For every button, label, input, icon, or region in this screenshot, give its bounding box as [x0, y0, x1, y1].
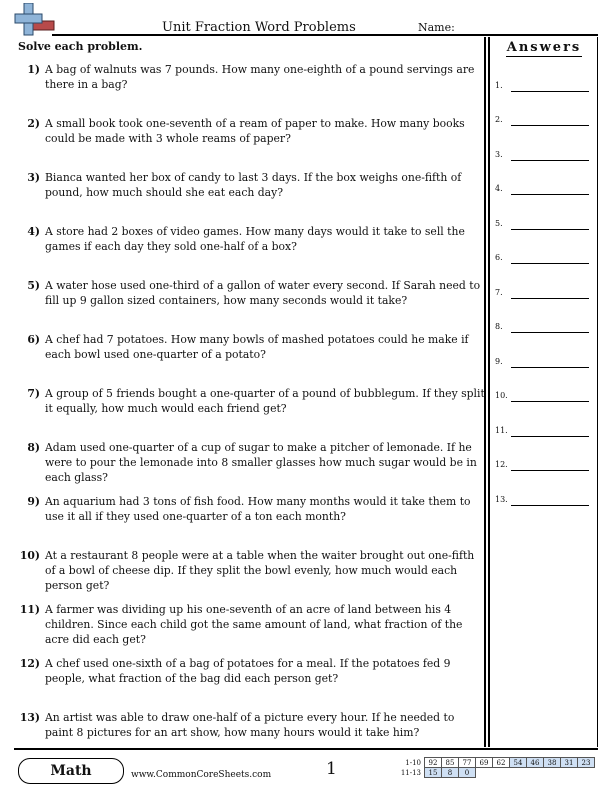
score-cell-empty — [544, 768, 561, 778]
logo — [14, 3, 56, 37]
answer-number: 3. — [495, 150, 503, 159]
answers-heading-underline — [506, 56, 582, 57]
name-label: Name: — [418, 21, 455, 34]
score-cell: 15 — [425, 768, 442, 778]
answer-slot[interactable] — [495, 81, 595, 95]
answer-number: 8. — [495, 322, 503, 331]
problem-number: 7) — [27, 387, 40, 400]
score-cell-empty — [510, 768, 527, 778]
footer-rule — [14, 748, 598, 750]
answer-slot[interactable] — [495, 357, 595, 371]
page-title: Unit Fraction Word Problems — [162, 20, 356, 35]
score-cell: 31 — [561, 758, 578, 768]
score-cell: 0 — [459, 768, 476, 778]
score-cell: 8 — [442, 768, 459, 778]
score-cell-empty — [476, 768, 493, 778]
score-cell: 85 — [442, 758, 459, 768]
answer-slot[interactable] — [495, 219, 595, 233]
problem-text: A bag of walnuts was 7 pounds. How many one-eighth of a pound servings are there in a bag? — [45, 63, 475, 91]
answer-number: 2. — [495, 115, 503, 124]
answer-number: 7. — [495, 288, 503, 297]
answer-slot[interactable] — [495, 426, 595, 440]
answer-slot[interactable] — [495, 253, 595, 267]
right-border — [597, 37, 598, 747]
problem-number: 2) — [27, 117, 40, 130]
score-cell-empty — [578, 768, 595, 778]
score-cell-empty — [527, 768, 544, 778]
problem-text: Adam used one-quarter of a cup of sugar to make a pitcher of lemonade. If he were to pour the lemonade into 8 smaller glasses how much sugar would be in each glass? — [45, 441, 477, 484]
score-row — [394, 768, 595, 778]
score-table — [394, 757, 595, 778]
subject-badge — [18, 758, 124, 784]
score-cell: 69 — [476, 758, 493, 768]
answer-line[interactable] — [511, 194, 589, 195]
score-cell: 62 — [493, 758, 510, 768]
column-divider — [488, 37, 490, 747]
answer-number: 12. — [495, 460, 508, 469]
header-rule — [52, 34, 598, 36]
answer-slot[interactable] — [495, 115, 595, 129]
answer-number: 10. — [495, 391, 508, 400]
problem-number: 3) — [27, 171, 40, 184]
problem-text: A water hose used one-third of a gallon of water every second. If Sarah need to fill up 9 gallon sized containers, how many seconds would it take? — [45, 279, 481, 307]
answer-line[interactable] — [511, 401, 589, 402]
problem-text: A small book took one-seventh of a ream of paper to make. How many books could be made with 3 whole reams of paper? — [45, 117, 465, 145]
problem-number: 13) — [19, 711, 40, 724]
score-cell: 38 — [544, 758, 561, 768]
problem-text: An artist was able to draw one-half of a picture every hour. If he needed to paint 8 pictures for an art show, how many hours would it take him? — [45, 711, 455, 739]
problem-text: A chef had 7 potatoes. How many bowls of mashed potatoes could he make if each bowl used one-quarter of a potato? — [45, 333, 469, 361]
score-row-label: 11-13 — [400, 768, 421, 777]
problem-text: An aquarium had 3 tons of fish food. How many months would it take them to use it all if they used one-quarter of a ton each month? — [45, 495, 471, 523]
problem-number: 12) — [19, 657, 40, 670]
answer-slot[interactable] — [495, 460, 595, 474]
answer-number: 9. — [495, 357, 503, 366]
problem-number: 11) — [19, 603, 40, 616]
problem-text: At a restaurant 8 people were at a table when the waiter brought out one-fifth of a bowl of cheese dip. If they split the bowl evenly, how much would each person get? — [45, 549, 475, 592]
answer-slot[interactable] — [495, 391, 595, 405]
problem-text: A chef used one-sixth of a bag of potatoes for a meal. If the potatoes fed 9 people, what fraction of the bag did each person get? — [45, 657, 451, 685]
answer-number: 6. — [495, 253, 503, 262]
answer-line[interactable] — [511, 229, 589, 230]
answer-line[interactable] — [511, 298, 589, 299]
answer-line[interactable] — [511, 91, 589, 92]
answer-line[interactable] — [511, 505, 589, 506]
problem-number: 10) — [19, 549, 40, 562]
score-row — [394, 758, 595, 768]
score-cell: 77 — [459, 758, 476, 768]
answer-line[interactable] — [511, 160, 589, 161]
answer-number: 11. — [495, 426, 508, 435]
answer-slot[interactable] — [495, 150, 595, 164]
answer-line[interactable] — [511, 470, 589, 471]
score-cell: 23 — [578, 758, 595, 768]
problem-text: Bianca wanted her box of candy to last 3 days. If the box weighs one-fifth of pound, how much should she eat each day? — [45, 171, 462, 199]
answer-number: 1. — [495, 81, 503, 90]
answers-heading: Answers — [506, 40, 582, 55]
problem-number: 9) — [27, 495, 40, 508]
score-cell: 54 — [510, 758, 527, 768]
math-cross-logo-icon — [14, 3, 56, 37]
problem-number: 5) — [27, 279, 40, 292]
problem-number: 8) — [27, 441, 40, 454]
problem-number: 1) — [27, 63, 40, 76]
answer-line[interactable] — [511, 332, 589, 333]
score-cell-empty — [561, 768, 578, 778]
answer-slot[interactable] — [495, 184, 595, 198]
website-link[interactable]: www.CommonCoreSheets.com — [131, 770, 272, 780]
answer-line[interactable] — [511, 263, 589, 264]
problem-text: A group of 5 friends bought a one-quarter of a pound of bubblegum. If they split it equally, how much would each friend get? — [45, 387, 485, 415]
instructions: Solve each problem. — [18, 40, 143, 53]
score-cell: 92 — [425, 758, 442, 768]
score-cell-empty — [493, 768, 510, 778]
score-cell: 46 — [527, 758, 544, 768]
answer-slot[interactable] — [495, 288, 595, 302]
subject-label: Math — [50, 763, 92, 779]
answer-number: 5. — [495, 219, 503, 228]
problem-text: A store had 2 boxes of video games. How many days would it take to sell the games if each day they sold one-half of a box? — [45, 225, 465, 253]
answer-line[interactable] — [511, 367, 589, 368]
score-row-label: 1-10 — [405, 758, 421, 767]
answer-line[interactable] — [511, 125, 589, 126]
problem-number: 6) — [27, 333, 40, 346]
answer-line[interactable] — [511, 436, 589, 437]
answer-slot[interactable] — [495, 322, 595, 336]
answer-number: 4. — [495, 184, 503, 193]
answer-number: 13. — [495, 495, 508, 504]
problem-text: A farmer was dividing up his one-seventh of an acre of land between his 4 children. Since each child got the same amount of land, what fraction of the acre did each get? — [45, 603, 463, 646]
problem-number: 4) — [27, 225, 40, 238]
answer-slot[interactable] — [495, 495, 595, 509]
page-number: 1 — [326, 759, 337, 779]
